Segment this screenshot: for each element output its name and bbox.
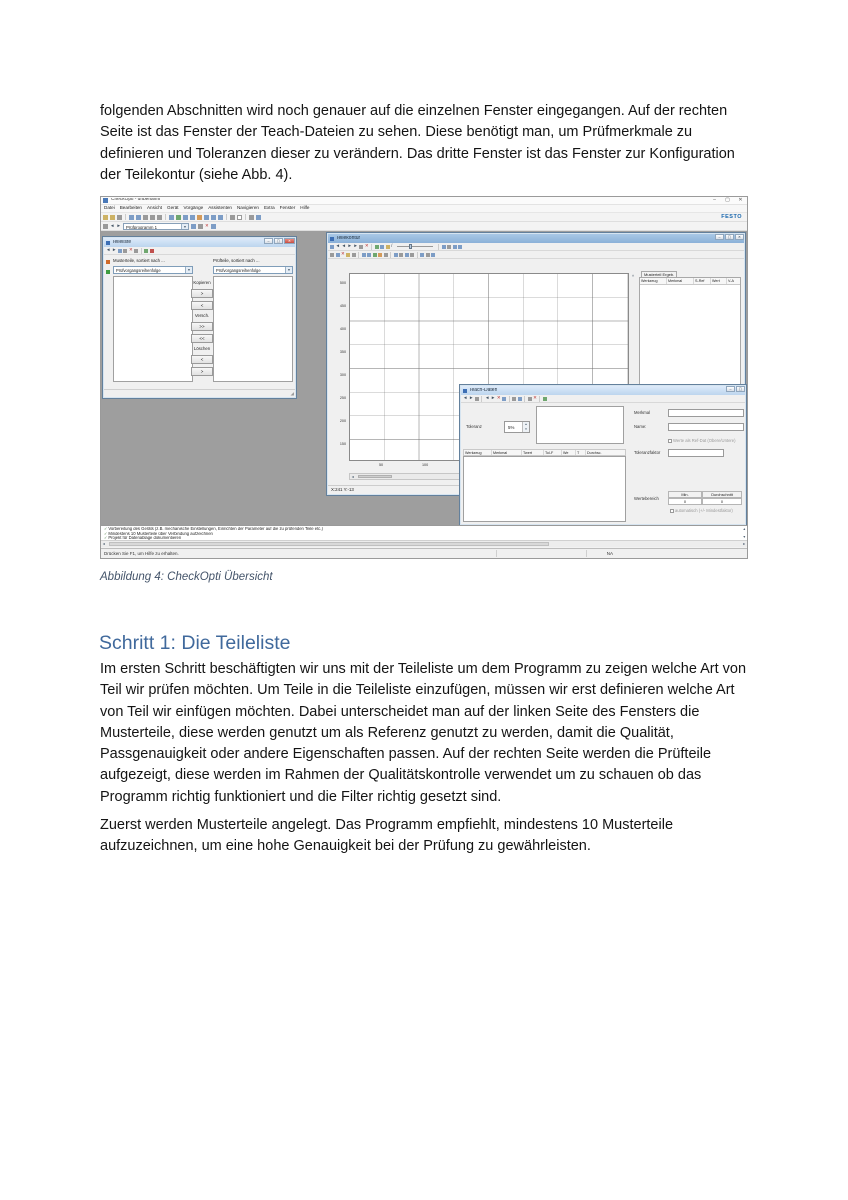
check-icon: ✓ (104, 536, 108, 541)
task-list (101, 525, 747, 540)
chevron-down-icon[interactable]: ▼ (185, 267, 192, 273)
delete-left-button[interactable]: < (191, 355, 213, 364)
move-right-button[interactable]: >> (191, 322, 213, 331)
toolbar-icon[interactable] (426, 253, 430, 257)
delete-icon[interactable]: ✕ (533, 395, 537, 401)
toolbar-icon[interactable] (150, 249, 154, 253)
name-label: Name: (634, 424, 647, 429)
pruefteile-list[interactable] (213, 276, 293, 382)
wertebereich-label: Wertebereich (634, 496, 659, 501)
col-werkzeug[interactable]: Werkzeug (464, 450, 492, 455)
merkmal-label: Merkmal (634, 410, 651, 415)
musterteile-sort-value: Prüfvorgangsreihenfolge (116, 268, 161, 273)
y-tick: 150 (339, 442, 346, 446)
toolbar-icon[interactable] (249, 215, 254, 220)
min-value: 0 (668, 498, 702, 505)
loeschen-label: Löschen (193, 346, 211, 351)
close-icon[interactable]: ✕ (735, 234, 744, 240)
scroll-right-icon[interactable]: ► (742, 542, 746, 546)
toolbar-icon[interactable] (359, 245, 363, 249)
status-right: NA (606, 551, 613, 556)
scroll-up-icon[interactable]: ▲ (742, 527, 746, 531)
toolbar-icon[interactable] (528, 397, 532, 401)
toolbar-icon[interactable] (129, 215, 134, 220)
wertebereich-header (668, 491, 742, 498)
col-durchschnitt[interactable]: Durchsc. (587, 451, 602, 455)
teach-window (459, 384, 747, 525)
toleranzfaktor-label: Toleranzfaktor (634, 450, 661, 455)
teileliste-title: Teileliste (112, 240, 132, 245)
menu-datei[interactable]: Datei (104, 205, 115, 211)
toolbar-icon[interactable] (378, 253, 382, 257)
program-select[interactable] (123, 223, 189, 230)
check-icon: ✓ (104, 531, 108, 536)
teach-titlebar[interactable] (461, 386, 745, 395)
y-tick: 350 (339, 350, 346, 354)
app-titlebar (101, 197, 747, 205)
menu-ansicht[interactable]: Ansicht (146, 205, 163, 211)
min-label: Min. (668, 491, 702, 498)
toolbar-icon[interactable] (367, 253, 371, 257)
prev-icon[interactable]: ◄ (106, 247, 111, 253)
y-tick: 400 (339, 327, 346, 331)
body-paragraph-2: Zuerst werden Musterteile angelegt. Das Programm empfiehlt, mindestens 10 Musterteile aufzuzeichnen, um eine hohe Genauigkeit bei der Prüfung zu gewährleisten. (100, 817, 674, 855)
teileliste-statusbar (104, 389, 295, 397)
task-item: ✓Projekt für Datenablage dokumentieren (104, 536, 182, 541)
kopieren-label: Kopieren (193, 280, 211, 285)
toolbar-icon[interactable] (346, 253, 350, 257)
menu-navigieren[interactable]: Navigieren (236, 205, 259, 211)
prev-icon[interactable]: ◄ (341, 243, 346, 249)
teach-table-header (463, 449, 626, 456)
task-item: ✓Vorbereitung des Geräts (z.B. mechanische Einstellungen, Einrichten der Parameter auf die zu prüfenden Teile etc.) (104, 527, 323, 531)
maximize-icon[interactable]: ▢ (725, 234, 734, 240)
toolbar-icon[interactable] (118, 249, 122, 253)
wertebereich-values (668, 498, 742, 505)
musterteile-list[interactable] (113, 276, 193, 382)
col-tolf[interactable]: Tol-F (544, 450, 562, 455)
status-message: Drücken Sie F1, um Hilfe zu erhalten. (104, 551, 179, 556)
name-field[interactable] (668, 423, 744, 431)
toolbar-icon[interactable] (190, 215, 195, 220)
resize-grip-icon[interactable]: ◢ (290, 390, 294, 396)
intro-paragraph: folgenden Abschnitten wird noch genauer auf die einzelnen Fenster eingegangen. Auf der rechten Seite ist das Fenster der Teach-Dateien zu sehen. Diese benötigt man, um Prüfmerkmale zu definieren und Toleranzen dieser zu verändern. Das dritte Fenster ist das Fenster zur Konfiguration der Teilekontur (siehe Abb. 4). (100, 103, 735, 183)
task-hscrollbar[interactable] (101, 540, 747, 547)
minimize-icon[interactable]: – (713, 197, 716, 203)
first-icon[interactable]: ◄ (335, 243, 340, 249)
zoom-slider[interactable] (397, 246, 433, 247)
toolbar-icon[interactable] (399, 253, 403, 257)
toolbar-icon[interactable] (330, 245, 334, 249)
scroll-left-icon[interactable]: ◄ (102, 542, 106, 546)
prev-icon[interactable]: ◄ (463, 395, 468, 401)
x-tick: 100 (422, 463, 429, 467)
toolbar-icon[interactable] (134, 249, 138, 253)
copy-right-button[interactable]: > (191, 289, 213, 298)
toolbar-icon[interactable] (197, 215, 202, 220)
delete-icon[interactable]: ✕ (128, 247, 133, 253)
delete-icon[interactable]: ✕ (496, 395, 501, 401)
pruefteile-label: Prüfteile, sortiert nach ... (213, 258, 260, 263)
pruefteil-marker-icon (106, 270, 110, 274)
menu-extra[interactable]: Extra (263, 205, 275, 211)
toolbar-icon[interactable] (123, 249, 127, 253)
menu-vorgaenge[interactable]: Vorgänge (183, 205, 204, 211)
toolbar-icon[interactable] (502, 397, 506, 401)
toolbar-icon[interactable] (211, 224, 216, 229)
close-icon[interactable]: ✕ (738, 197, 743, 203)
prev-icon[interactable]: ◄ (484, 395, 490, 401)
toleranz-spinner[interactable] (504, 421, 530, 433)
verschieben-label: Versch. (194, 313, 210, 318)
teach-toolbar (461, 395, 745, 403)
kontur-toolbar-1: ◄ ◄ ► ► ✕ / (328, 243, 744, 251)
y-tick: 250 (339, 396, 346, 400)
toolbar-icon[interactable] (183, 215, 188, 220)
app-statusbar (101, 548, 747, 558)
next-icon[interactable]: ► (116, 222, 121, 228)
chevron-down-icon[interactable]: ▼ (181, 224, 188, 229)
toolbar-icon[interactable] (211, 215, 216, 220)
toolbar-icon[interactable] (362, 253, 366, 257)
toleranzfaktor-field[interactable] (668, 449, 724, 457)
minimize-icon[interactable]: – (726, 386, 735, 392)
y-tick: 500 (339, 281, 346, 285)
toolbar-icon[interactable] (103, 224, 108, 229)
toolbar-icon[interactable] (117, 215, 122, 220)
toolbar-icon[interactable] (256, 215, 261, 220)
toolbar-icon[interactable] (373, 253, 377, 257)
menu-bearbeiten[interactable]: Bearbeiten (119, 205, 142, 211)
figure-caption: Abbildung 4: CheckOpti Übersicht (100, 571, 273, 583)
toolbar-icon[interactable] (176, 215, 181, 220)
checkbox-icon[interactable] (668, 439, 672, 443)
minimize-icon[interactable]: – (264, 238, 273, 244)
next-icon[interactable]: ► (111, 247, 117, 253)
automatisch-checkbox[interactable]: automatisch (+/- Mindestfaktor) (670, 509, 733, 513)
app-title: CheckOpti - unbenannt (111, 198, 161, 202)
toolbar-icon[interactable] (352, 253, 356, 257)
y-tick: 450 (339, 304, 346, 308)
toolbar-icon[interactable] (410, 253, 414, 257)
col-twert[interactable]: Twert (522, 450, 544, 455)
col-wert[interactable]: Wert (711, 278, 727, 284)
festo-logo: FESTO (721, 214, 742, 220)
toolbar-icon[interactable] (431, 253, 435, 257)
toolbar-icon[interactable] (144, 249, 148, 253)
program-toolbar (101, 222, 747, 231)
teileliste-toolbar (104, 247, 295, 255)
col-merkmal[interactable]: Merkmal (492, 450, 522, 455)
body-paragraph-1: Im ersten Schritt beschäftigten wir uns mit der Teileliste um dem Programm zu zeigen welche Art von Teil wir prüfen möchten. Um Teile in die Teileliste einzufügen, müssen wir erst definieren welche Art von Teil wir einfügen möchten. Dabei unterscheidet man auf der linken Seite des Fensters die Musterteile, diese werden genutzt um als Referenz genutzt zu werden, damit die Qualität, Passgenauigkeit oder andere Eigenschaften passen. Auf der rechten Seite werden die Prüfteile aufgezeigt, diese werden im Rahmen der Qualitätskontrolle verwendet um zu schauen ob das Programm richtig funktioniert und die Filter richtig gesetzt sind. (100, 661, 747, 805)
menu-assistenten[interactable]: Assistenten (208, 205, 232, 211)
checkopti-screenshot (100, 196, 748, 559)
next-icon[interactable]: ► (347, 243, 352, 249)
toolbar-icon[interactable] (330, 253, 334, 257)
durchschnitt-label: Durchschnitt (702, 491, 742, 498)
durchschnitt-value: 0 (702, 498, 742, 505)
close-icon[interactable]: ✕ (284, 238, 295, 244)
results-tab[interactable]: Musterteil Ergeb. (641, 271, 677, 278)
toolbar-icon[interactable] (230, 215, 235, 220)
minimize-icon[interactable]: – (715, 234, 724, 240)
toolbar-icon[interactable] (198, 224, 203, 229)
app-icon (103, 198, 108, 203)
main-toolbar (101, 213, 747, 222)
col-we[interactable]: We (562, 450, 576, 455)
toolbar-icon[interactable] (143, 215, 148, 220)
prev-icon[interactable]: ◄ (110, 222, 115, 228)
kontur-title: Teilekontur (336, 236, 361, 241)
delete-icon[interactable]: ✕ (204, 222, 209, 228)
musterteile-label: Musterteile, sortiert nach ... (113, 258, 165, 263)
toolbar-icon[interactable] (375, 245, 379, 249)
teileliste-window (102, 236, 297, 399)
y-tick: 300 (339, 373, 346, 377)
toolbar-icon[interactable] (218, 215, 223, 220)
kontur-titlebar[interactable] (328, 234, 744, 243)
col-merkmal[interactable]: Merkmal (667, 278, 694, 284)
toolbar-icon[interactable] (405, 253, 409, 257)
toolbar-icon[interactable] (475, 397, 479, 401)
toolbar-icon[interactable] (386, 245, 390, 249)
toolbar-icon[interactable] (518, 397, 522, 401)
kontur-toolbar-2 (328, 251, 744, 259)
mdi-workspace (101, 231, 747, 525)
toolbar-icon[interactable] (384, 253, 388, 257)
toolbar-icon[interactable] (512, 397, 516, 401)
results-header (640, 278, 740, 285)
toolbar-icon[interactable] (150, 215, 155, 220)
last-icon[interactable]: ► (353, 243, 358, 249)
section-heading: Schritt 1: Die Teileliste (99, 632, 291, 654)
window-icon (463, 389, 467, 393)
collapse-icon[interactable]: ^ (632, 274, 635, 279)
toolbar-icon[interactable] (442, 245, 446, 249)
program-select-value: Prüfprogramm 1 (125, 224, 157, 230)
refdat-checkbox[interactable]: Werte als Ref-Dat (Obere/Untere) (668, 439, 736, 443)
slider-thumb[interactable] (409, 244, 412, 249)
toolbar-icon[interactable] (103, 215, 108, 220)
toleranz-value: 5% (508, 425, 515, 430)
toolbar-icon[interactable] (169, 215, 174, 220)
col-t[interactable]: T (576, 450, 586, 455)
zoom-in-icon[interactable] (453, 245, 457, 249)
teach-list[interactable] (536, 406, 624, 444)
toolbar-icon[interactable] (237, 215, 242, 220)
toolbar-icon[interactable] (110, 215, 115, 220)
spinner-arrows-icon[interactable]: ▲ ▼ (522, 422, 529, 432)
menu-fenster[interactable]: Fenster (279, 205, 296, 211)
chevron-down-icon[interactable]: ▼ (285, 267, 292, 273)
toolbar-icon[interactable] (447, 245, 451, 249)
move-left-button[interactable]: << (191, 334, 213, 343)
toolbar-icon[interactable] (157, 215, 162, 220)
toolbar-icon[interactable] (191, 224, 196, 229)
musterteile-sort-select[interactable] (113, 266, 193, 274)
delete-icon[interactable]: ✕ (364, 243, 369, 249)
next-icon[interactable]: ► (490, 395, 496, 401)
pruefteile-sort-value: Prüfvorgangsreihenfolge (216, 268, 261, 273)
toleranz-label: Toleranz (466, 424, 482, 429)
toolbar-icon[interactable] (420, 253, 424, 257)
check-icon: ✓ (104, 527, 108, 531)
toolbar-icon[interactable] (394, 253, 398, 257)
col-sref[interactable]: S-Ref (694, 278, 711, 284)
zoom-out-icon[interactable] (458, 245, 462, 249)
menu-hilfe[interactable]: Hilfe (300, 205, 310, 211)
delete-icon[interactable]: ✕ (341, 251, 345, 257)
maximize-icon[interactable]: ▢ (736, 386, 745, 392)
pruefteile-sort-select[interactable] (213, 266, 293, 274)
toolbar-icon[interactable] (336, 253, 340, 257)
menu-bar (101, 205, 747, 213)
x-tick: 50 (379, 463, 384, 467)
musterteil-marker-icon (106, 260, 110, 264)
col-va[interactable]: V-A (728, 279, 734, 283)
merkmal-field[interactable] (668, 409, 744, 417)
checkbox-icon[interactable] (670, 509, 674, 513)
window-icon (330, 237, 334, 241)
window-icon (106, 241, 110, 245)
scrollbar-thumb[interactable] (358, 475, 392, 478)
scrollbar-thumb[interactable] (109, 542, 549, 546)
maximize-icon[interactable]: ▢ (725, 197, 730, 203)
scroll-down-icon[interactable]: ▼ (742, 535, 746, 539)
copy-left-button[interactable]: < (191, 301, 213, 310)
toolbar-icon[interactable] (204, 215, 209, 220)
toolbar-icon[interactable] (136, 215, 141, 220)
teach-table-body[interactable] (463, 456, 626, 522)
col-werkzeug[interactable]: Werkzeug (640, 278, 667, 284)
toolbar-icon[interactable] (543, 397, 547, 401)
menu-geraet[interactable]: Gerät (167, 205, 179, 211)
toolbar-icon[interactable] (380, 245, 384, 249)
plot-coordinates: X:241 Y:-13 (328, 485, 744, 494)
next-icon[interactable]: ► (468, 395, 474, 401)
y-tick: 200 (339, 419, 346, 423)
maximize-icon[interactable]: ▢ (274, 238, 283, 244)
scroll-left-icon[interactable]: ◄ (351, 475, 355, 479)
delete-right-button[interactable]: > (191, 367, 213, 376)
task-item: ✓Mindestens 10 Musterteile über Verbindung aufzeichnen (104, 531, 213, 536)
teach-title: Teach-Daten (469, 388, 498, 393)
